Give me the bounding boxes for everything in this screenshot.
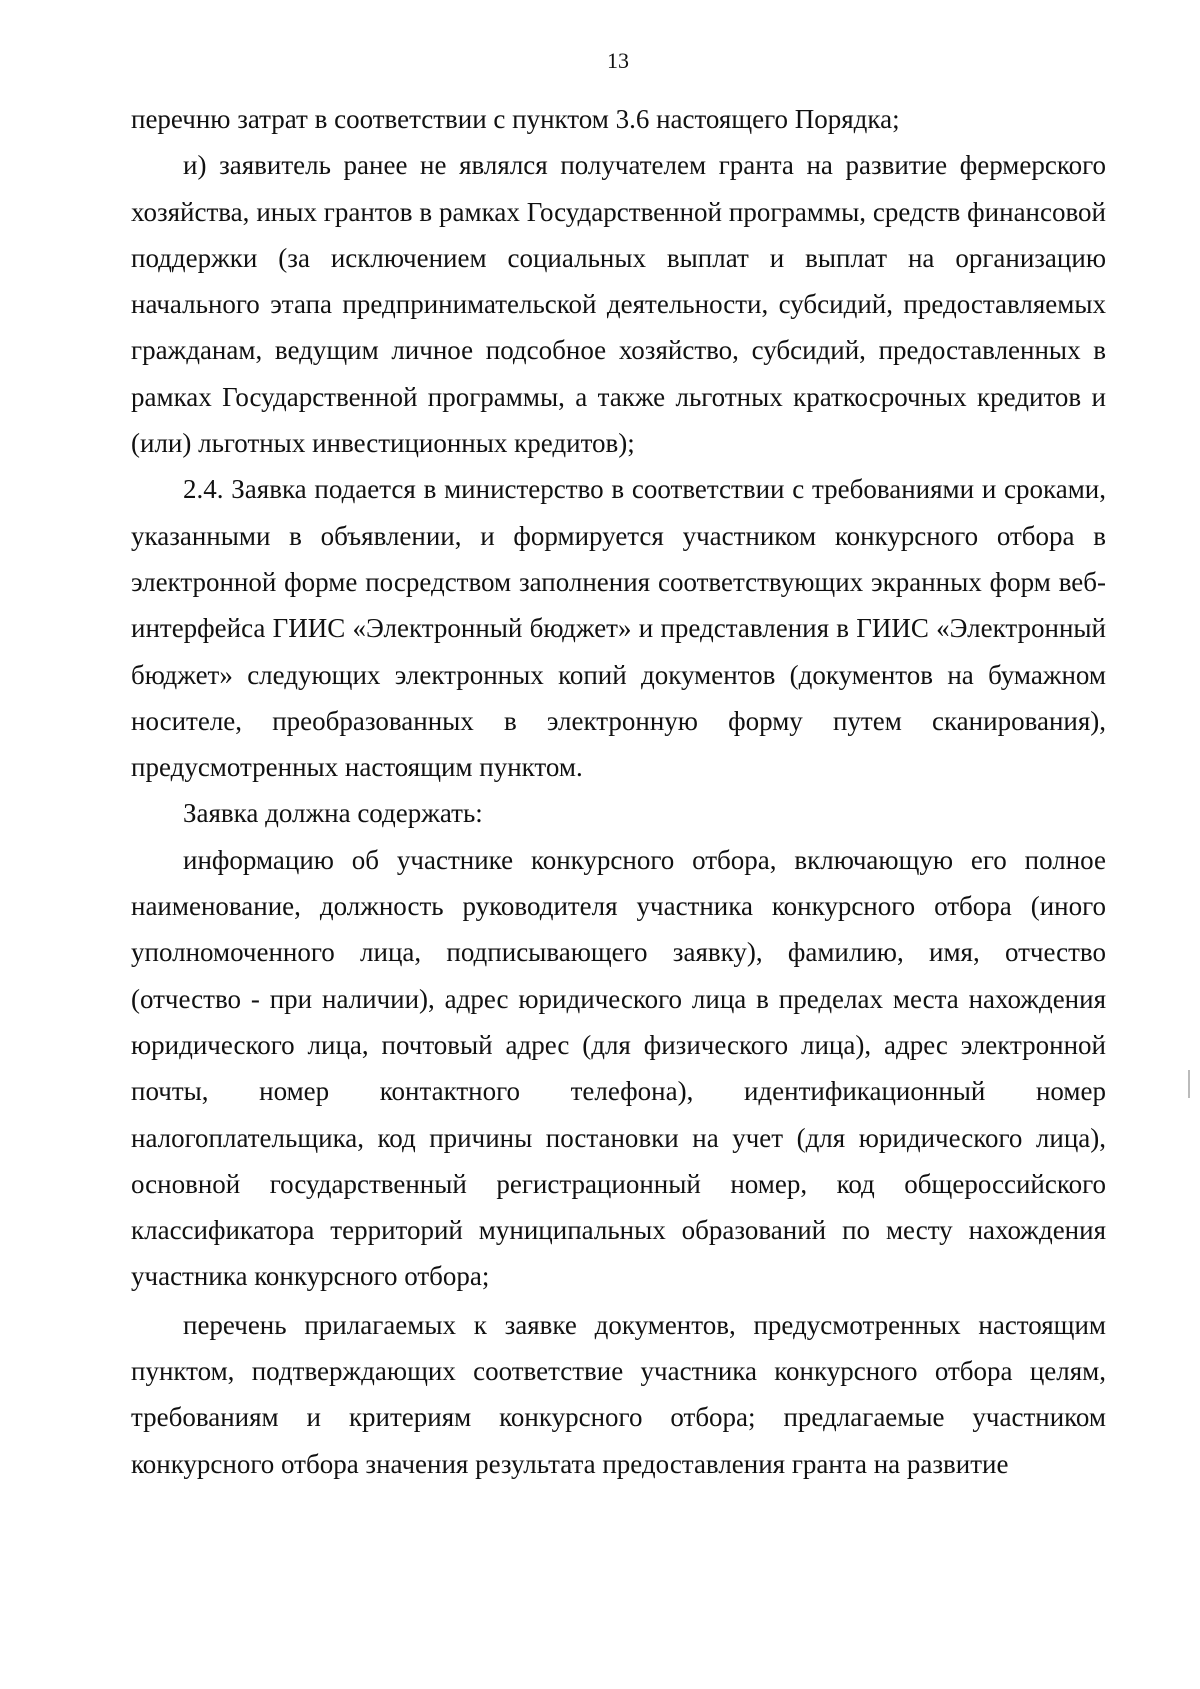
- paragraph-attached-documents-list: перечень прилагаемых к заявке документов, предусмотренных настоящим пунктом, подтверждающих соответствие участника конкурсного отбора целям, требованиям и критериям конкурсного отбора; предлагаемые участником конкурсного отбора значения результата предоставления гранта на развитие: [131, 1309, 1106, 1479]
- paragraph-application-contents-intro: Заявка должна содержать:: [183, 798, 483, 829]
- scan-margin-mark: [1188, 1070, 1190, 1098]
- paragraph-costs-list-continuation: перечню затрат в соответствии с пунктом 3.6 настоящего Порядка;: [131, 104, 900, 134]
- page-number: 13: [607, 48, 629, 73]
- paragraph-participant-information: информацию об участнике конкурсного отбора, включающую его полное наименование, должность руководителя участника конкурсного отбора (иного уполномоченного лица, подписывающего заявку), фамилию, имя, отчество (отчество - при наличии), адрес юридического лица в пределах места нахождения юридического лица, почтовый адрес (для физического лица), адрес электронной почты, номер контактного телефона), идентификационный номер налогоплательщика, код причины постановки на учет (для юридического лица), основной государственный регистрационный номер, код общероссийского классификатора территорий муниципальных образований по месту нахождения участника конкурсного отбора;: [131, 844, 1106, 1292]
- document-body: [131, 96, 1106, 1487]
- paragraph-requirement-i: и) заявитель ранее не являлся получателем гранта на развитие фермерского хозяйства, иных грантов в рамках Государственной программы, средств финансовой поддержки (за исключением социальных выплат и выплат на организацию начального этапа предпринимательской деятельности, субсидий, предоставляемых гражданам, ведущим личное подсобное хозяйство, субсидий, предоставленных в рамках Государственной программы, а также льготных краткосрочных кредитов и (или) льготных инвестиционных кредитов);: [131, 150, 1106, 459]
- paragraph-section-2-4: 2.4. Заявка подается в министерство в соответствии с требованиями и сроками, указанными в объявлении, и формируется участником конкурсного отбора в электронной форме посредством заполнения соответствующих экранных форм веб-интерфейса ГИИС «Электронный бюджет» и представления в ГИИС «Электронный бюджет» следующих электронных копий документов (документов на бумажном носителе, преобразованных в электронную форму путем сканирования), предусмотренных настоящим пунктом.: [131, 474, 1106, 783]
